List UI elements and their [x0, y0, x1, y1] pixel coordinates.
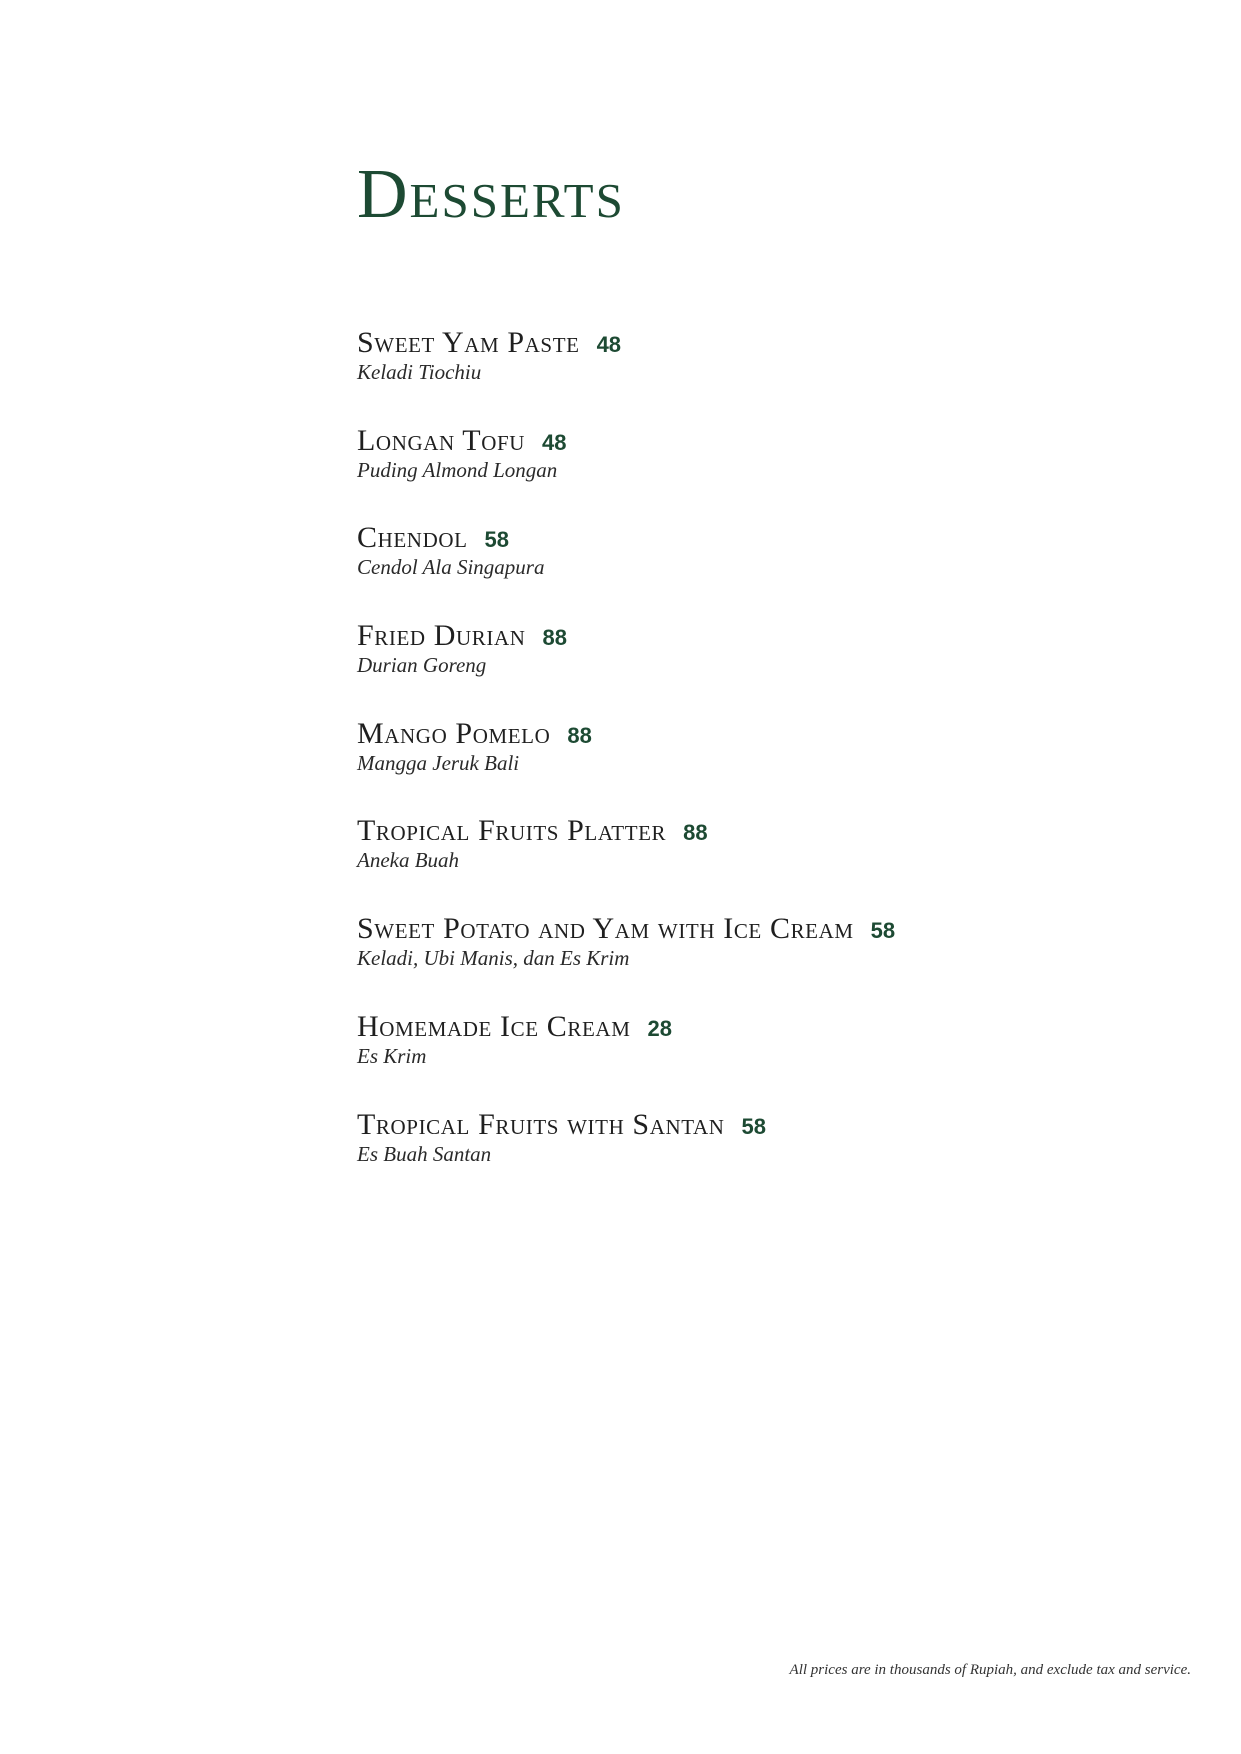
menu-item-local-name: Aneka Buah: [357, 848, 460, 873]
menu-item-local-name: Puding Almond Longan: [357, 457, 558, 482]
menu-item-price: 48: [542, 429, 567, 455]
menu-item-name: Sweet Potato and Yam with Ice Cream: [357, 912, 854, 946]
menu-item: [357, 619, 895, 717]
menu-item-name: Tropical Fruits with Santan: [357, 1107, 725, 1141]
menu-item-header: [357, 717, 895, 751]
menu-item-local-name: Es Krim: [357, 1043, 427, 1068]
menu-item-header: [357, 814, 895, 848]
dessert-menu-list: [357, 326, 895, 1205]
menu-item-price: 28: [647, 1015, 672, 1041]
menu-item-price: 88: [542, 625, 568, 651]
menu-item-price: 48: [596, 332, 622, 357]
menu-item-local-name: Keladi Tiochiu: [357, 360, 482, 384]
menu-item-name: Fried Durian: [357, 619, 526, 653]
menu-item-price: 88: [567, 722, 592, 748]
menu-item-header: [357, 912, 895, 946]
menu-item-price: 58: [741, 1113, 767, 1139]
price-disclaimer: All prices are in thousands of Rupiah, and exclude tax and service.: [789, 1662, 1191, 1678]
menu-item-header: [357, 619, 895, 653]
menu-item: [357, 1010, 895, 1108]
menu-item: [357, 424, 895, 522]
menu-item-price: 58: [870, 918, 896, 944]
menu-item-price: 88: [683, 820, 708, 846]
menu-item-name: Mango Pomelo: [357, 716, 551, 750]
menu-item-name: Longan Tofu: [357, 423, 526, 457]
menu-item-name: Homemade Ice Cream: [357, 1009, 631, 1043]
menu-item-header: [357, 521, 895, 555]
menu-item-local-name: Mangga Jeruk Bali: [357, 750, 520, 775]
menu-item-local-name: Durian Goreng: [357, 653, 487, 678]
menu-item: [357, 717, 895, 815]
menu-item-local-name: Cendol Ala Singapura: [357, 555, 545, 580]
menu-item-header: [357, 424, 895, 458]
menu-item-header: [357, 1010, 895, 1044]
menu-item-header: [357, 1108, 895, 1142]
menu-item: [357, 521, 895, 619]
page-title: Desserts: [357, 156, 625, 233]
menu-item: [357, 1108, 895, 1206]
menu-item-name: Tropical Fruits Platter: [357, 814, 667, 848]
menu-item-name: Chendol: [357, 521, 468, 555]
menu-item-header: [357, 326, 895, 360]
menu-item-price: 58: [484, 527, 510, 553]
menu-item: [357, 326, 895, 424]
menu-item-name: Sweet Yam Paste: [357, 326, 580, 359]
menu-item: [357, 912, 895, 1010]
menu-item-local-name: Es Buah Santan: [357, 1141, 492, 1166]
menu-item: [357, 814, 895, 912]
menu-item-local-name: Keladi, Ubi Manis, dan Es Krim: [357, 946, 630, 971]
